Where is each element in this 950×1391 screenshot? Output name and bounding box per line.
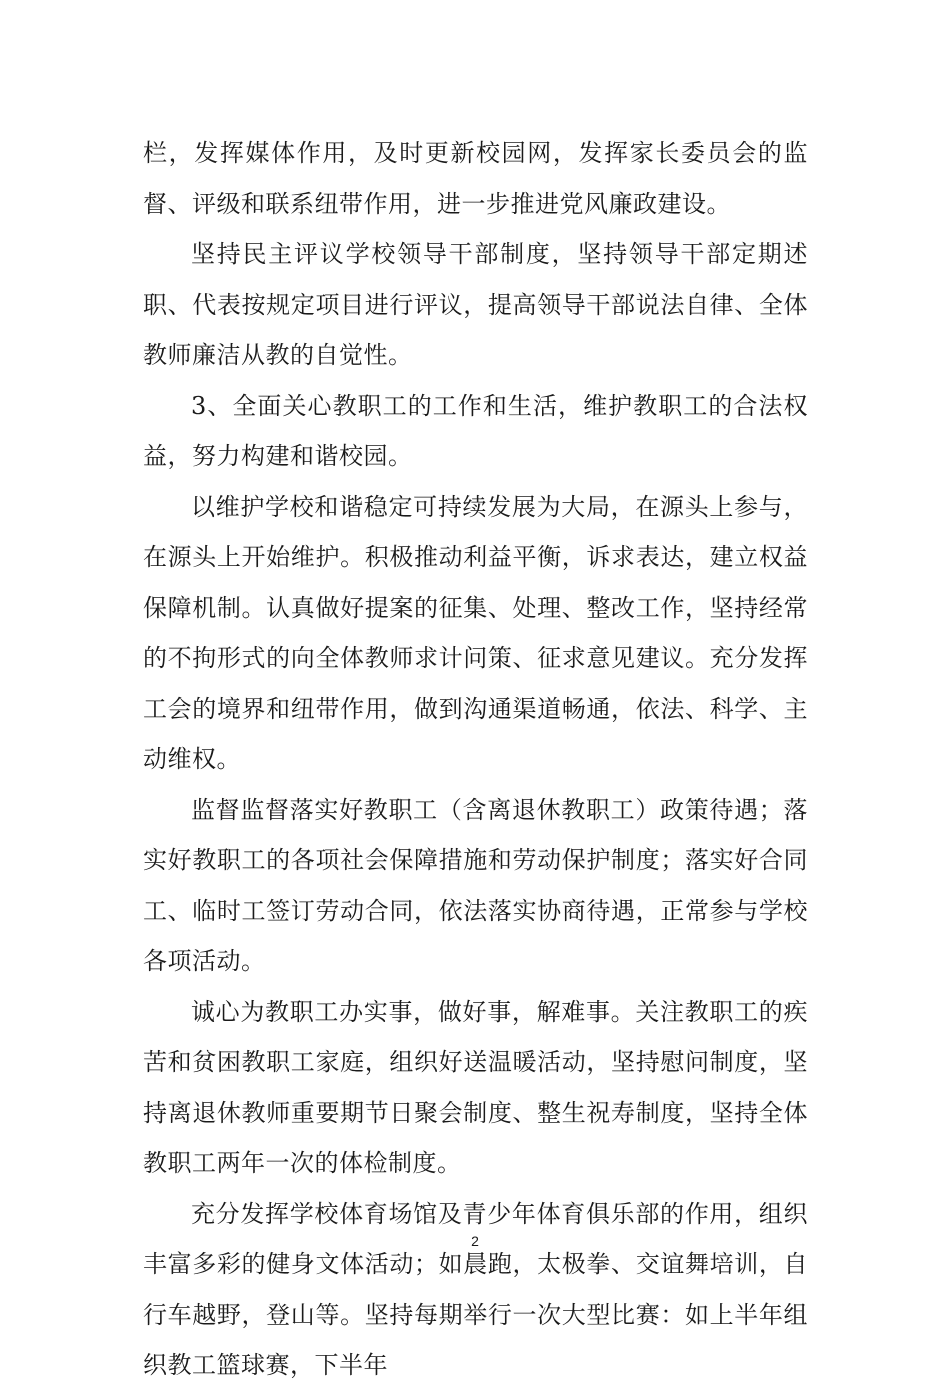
paragraph-1: 栏，发挥媒体作用，及时更新校园网，发挥家长委员会的监督、评级和联系纽带作用，进一步推进党风廉政建设。 <box>143 139 808 218</box>
paragraph-4: 以维护学校和谐稳定可持续发展为大局，在源头上参与，在源头上开始维护。积极推动利益平衡，诉求表达，建立权益保障机制。认真做好提案的征集、处理、整改工作，坚持经常的不拘形式的向全体教师求计问策、征求意见建议。充分发挥工会的境界和纽带作用，做到沟通渠道畅通，依法、科学、主动维权。 <box>143 492 808 773</box>
paragraph-2: 坚持民主评议学校领导干部制度，坚持领导干部定期述职、代表按规定项目进行评议，提高领导干部说法自律、全体教师廉洁从教的自觉性。 <box>143 240 808 369</box>
page-number: 2 <box>471 1233 479 1249</box>
paragraph-7: 充分发挥学校体育场馆及青少年体育俱乐部的作用，组织丰富多彩的健身文体活动；如晨跑，太极拳、交谊舞培训，自行车越野，登山等。坚持每期举行一次大型比赛：如上半年组织教工篮球赛，下半年 <box>143 1199 808 1379</box>
paragraph-5: 监督监督落实好教职工（含离退休教职工）政策待遇；落实好教职工的各项社会保障措施和劳动保护制度；落实好合同工、临时工签订劳动合同，依法落实协商待遇，正常参与学校各项活动。 <box>143 795 808 975</box>
paragraph-3: 3、全面关心教职工的工作和生活，维护教职工的合法权益，努力构建和谐校园。 <box>143 391 808 470</box>
paragraph-6: 诚心为教职工办实事，做好事，解难事。关注教职工的疾苦和贫困教职工家庭，组织好送温暖活动，坚持慰问制度，坚持离退休教师重要期节日聚会制度、整生祝寿制度，坚持全体教职工两年一次的体检制度。 <box>143 997 808 1177</box>
document-body <box>143 128 808 1391</box>
